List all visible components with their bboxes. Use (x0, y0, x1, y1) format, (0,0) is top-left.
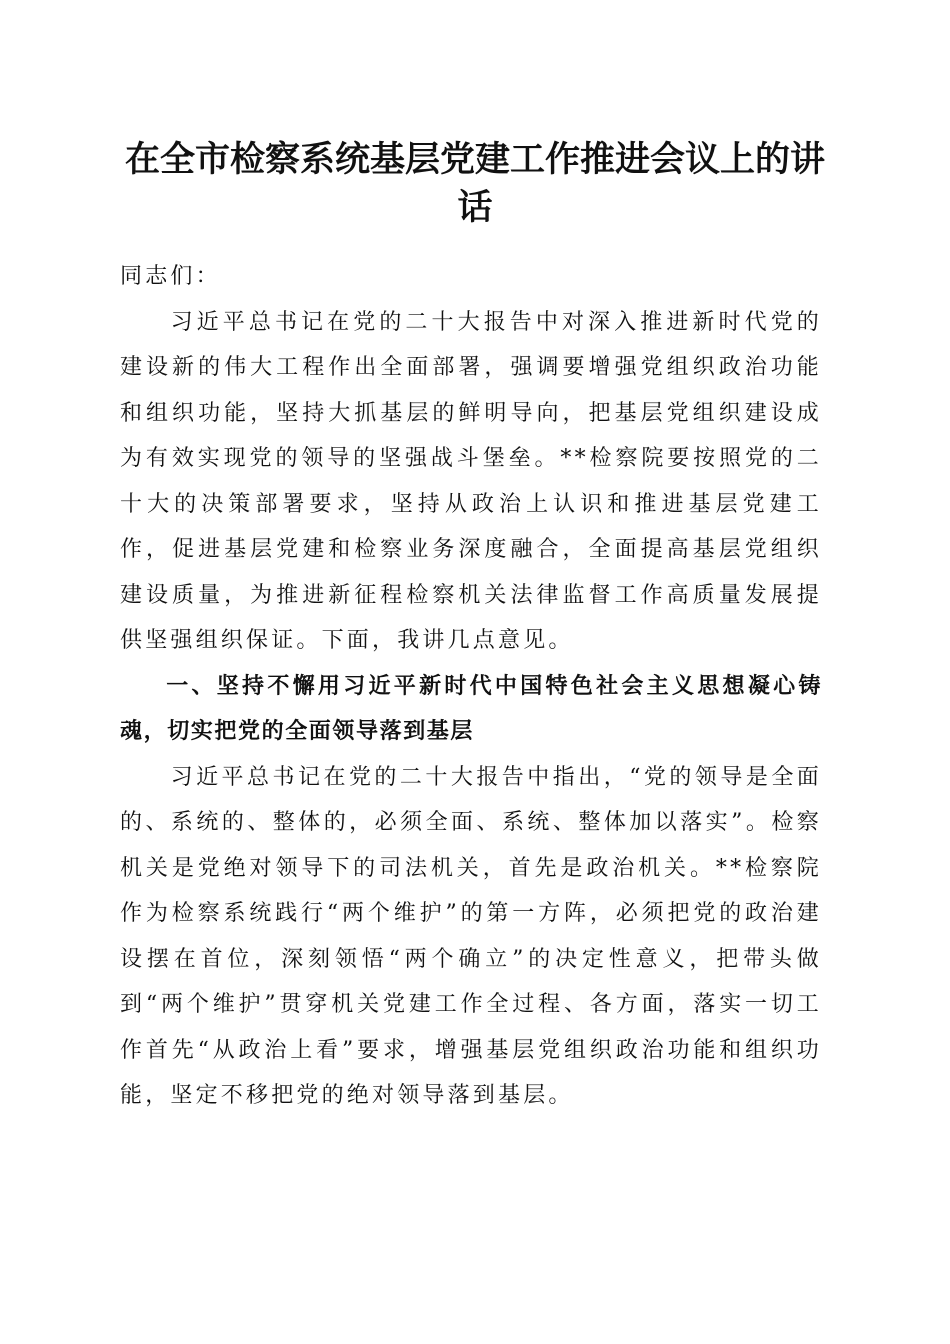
document-title: 在全市检察系统基层党建工作推进会议上的讲话 (124, 139, 825, 228)
section-1-paragraph-1: 习近平总书记在党的二十大报告中指出，“党的领导是全面的、系统的、整体的，必须全面、系统、整体加以落实”。检察机关是党绝对领导下的司法机关，首先是政治机关。**检察院作为检察系统践行“两个维护”的第一方阵，必须把党的政治建设摆在首位，深刻领悟“两个确立”的决定性意义，把带头做到“两个维护”贯穿机关党建工作全过程、各方面，落实一切工作首先“从政治上看”要求，增强基层党组织政治功能和组织功能，坚定不移把党的绝对领导落到基层。 (120, 764, 822, 1108)
intro-paragraph: 习近平总书记在党的二十大报告中对深入推进新时代党的建设新的伟大工程作出全面部署，强调要增强党组织政治功能和组织功能，坚持大抓基层的鲜明导向，把基层党组织建设成为有效实现党的领导的坚强战斗堡垒。**检察院要按照党的二十大的决策部署要求，坚持从政治上认识和推进基层党建工作，促进基层党建和检察业务深度融合，全面提高基层党组织建设质量，为推进新征程检察机关法律监督工作高质量发展提供坚强组织保证。下面，我讲几点意见。 (120, 309, 822, 653)
document-body (120, 254, 822, 1119)
salutation: 同志们： (120, 264, 221, 289)
section-heading-1: 一、坚持不懈用习近平新时代中国特色社会主义思想凝心铸魂，切实把党的全面领导落到基层 (120, 673, 822, 744)
